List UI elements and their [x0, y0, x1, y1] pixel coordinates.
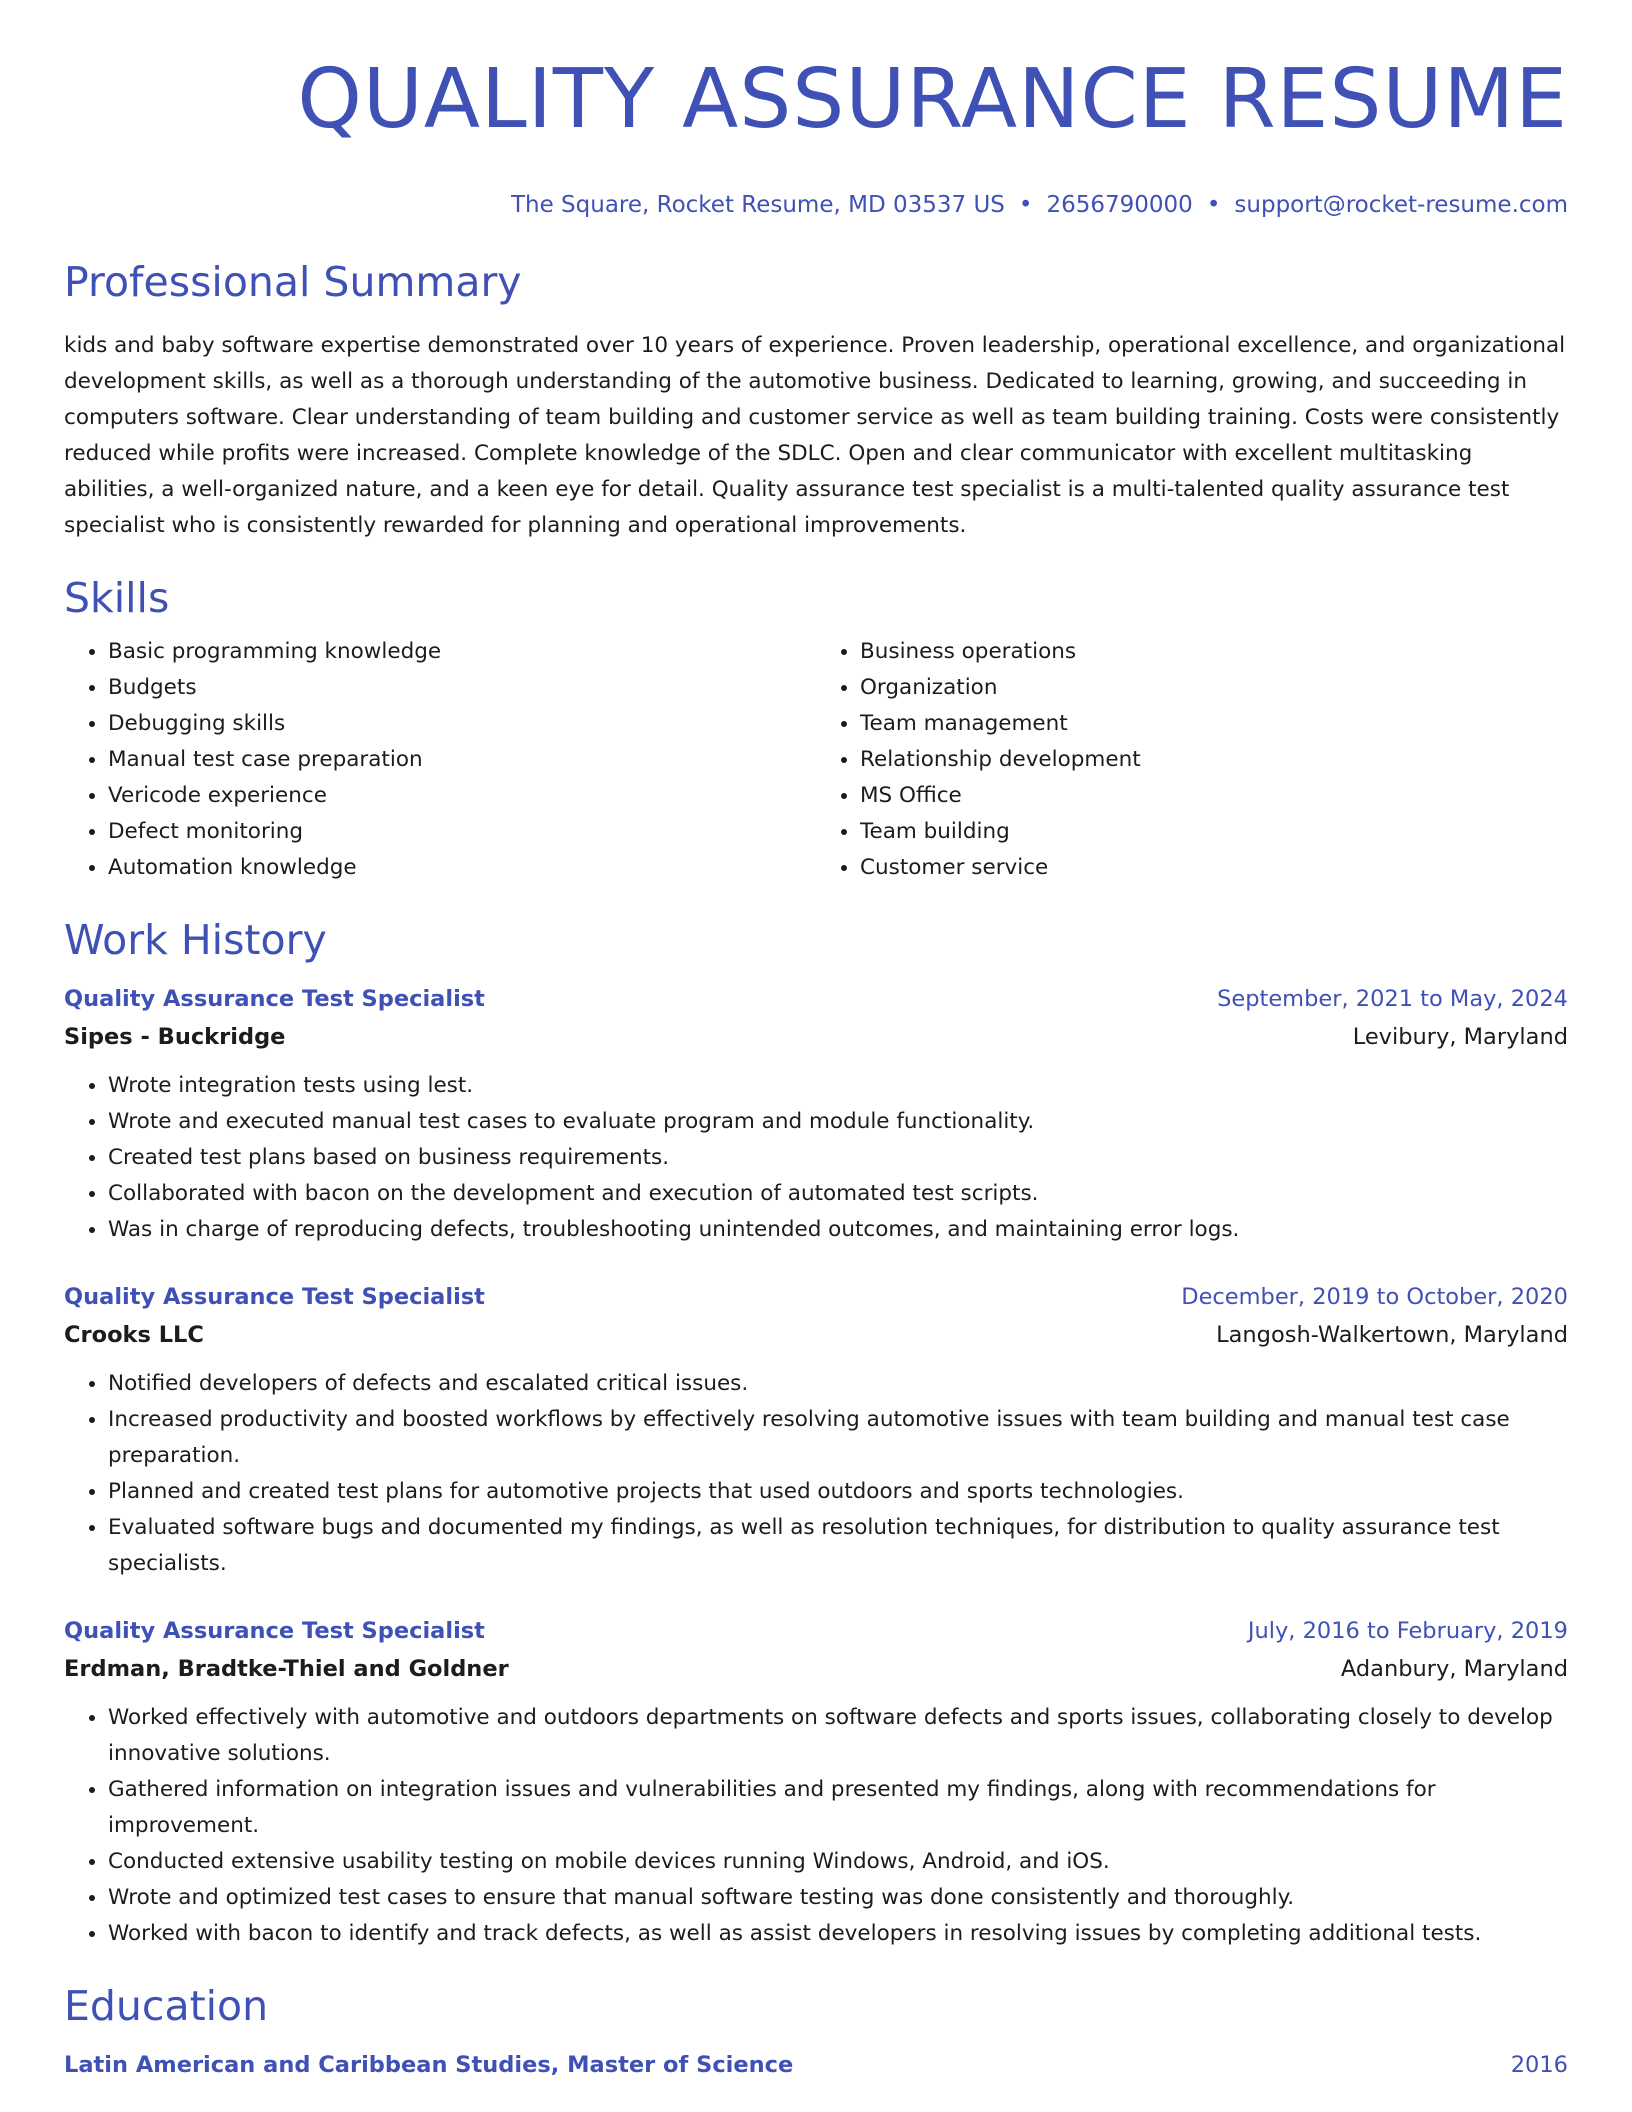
summary-heading: Professional Summary	[64, 258, 522, 306]
summary-section	[64, 258, 1568, 544]
skill-item: • Team building	[860, 814, 1568, 850]
job-bullets	[64, 1700, 1568, 1952]
job-dates: July, 2016 to February, 2019	[1247, 1618, 1568, 1644]
skills-section	[64, 574, 1568, 886]
job-bullet: • Notified developers of defects and escalated critical issues.	[108, 1366, 1568, 1402]
skill-item: • Debugging skills	[108, 706, 816, 742]
job-title: Quality Assurance Test Specialist	[64, 1284, 485, 1310]
separator-dot: •	[1018, 192, 1033, 218]
job-entry	[64, 1278, 1568, 1582]
company-name: Erdman, Bradtke-Thiel and Goldner	[64, 1656, 509, 1682]
job-location: Levibury, Maryland	[1352, 1024, 1568, 1050]
job-location: Adanbury, Maryland	[1340, 1656, 1568, 1682]
work-history-heading: Work History	[64, 916, 327, 964]
job-company-row	[64, 1650, 1568, 1688]
skill-item: • Budgets	[108, 670, 816, 706]
job-title: Quality Assurance Test Specialist	[64, 986, 485, 1012]
skill-item: • Team management	[860, 706, 1568, 742]
job-bullet: • Conducted extensive usability testing on mobile devices running Windows, Android, and iOS.	[108, 1844, 1568, 1880]
job-entry	[64, 1612, 1568, 1952]
summary-text: kids and baby software expertise demonstrated over 10 years of experience. Proven leadership, operational excellence, and organizational development skills, as well as a thorough understanding of the automotive business. Dedicated to learning, growing, and succeeding in computers software. Clear understanding of team building and customer service as well as team building training. Costs were consistently reduced while profits were increased. Complete knowledge of the SDLC. Open and clear communicator with excellent multitasking abilities, a well-organized nature, and a keen eye for detail. Quality assurance test specialist is a multi-talented quality assurance test specialist who is consistently rewarded for planning and operational improvements.	[64, 333, 1566, 538]
job-bullet: • Wrote and optimized test cases to ensure that manual software testing was done consistently and thoroughly.	[108, 1880, 1568, 1916]
job-bullet: • Gathered information on integration issues and vulnerabilities and presented my findings, along with recommendations for improvement.	[108, 1772, 1568, 1844]
skill-item: • Relationship development	[860, 742, 1568, 778]
skill-item: • Vericode experience	[108, 778, 816, 814]
skills-heading: Skills	[64, 574, 170, 622]
skill-item: • Automation knowledge	[108, 850, 816, 886]
education-heading: Education	[64, 1982, 269, 2030]
job-bullet: • Was in charge of reproducing defects, troubleshooting unintended outcomes, and maintaining error logs.	[108, 1212, 1568, 1248]
resume-header	[64, 0, 1568, 220]
job-bullet: • Worked effectively with automotive and outdoors departments on software defects and sports issues, collaborating closely to develop innovative solutions.	[108, 1700, 1568, 1772]
job-title: Quality Assurance Test Specialist	[64, 1618, 485, 1644]
skill-item: • MS Office	[860, 778, 1568, 814]
education-section	[64, 1982, 1568, 2084]
skill-item: • Manual test case preparation	[108, 742, 816, 778]
company-name: Sipes - Buckridge	[64, 1024, 286, 1050]
address: The Square, Rocket Resume, MD 03537 US	[510, 192, 1005, 218]
job-bullet: • Increased productivity and boosted workflows by effectively resolving automotive issues with team building and manual test case preparation.	[108, 1402, 1568, 1474]
skills-right-list	[816, 634, 1568, 886]
job-location: Langosh-Walkertown, Maryland	[1216, 1322, 1568, 1348]
job-company-row	[64, 1018, 1568, 1056]
skill-item: • Customer service	[860, 850, 1568, 886]
work-history-section	[64, 916, 1568, 1952]
skills-columns	[64, 634, 1568, 886]
job-entry	[64, 980, 1568, 1248]
job-title-row	[64, 1278, 1568, 1316]
separator-dot: •	[1206, 192, 1221, 218]
contact-line	[64, 190, 1568, 220]
job-dates: September, 2021 to May, 2024	[1217, 986, 1568, 1012]
job-title-row	[64, 1612, 1568, 1650]
skill-item: • Defect monitoring	[108, 814, 816, 850]
degree: Latin American and Caribbean Studies, Master of Science	[64, 2052, 794, 2078]
job-bullet: • Wrote integration tests using lest.	[108, 1068, 1568, 1104]
education-row	[64, 2046, 1568, 2084]
job-bullet: • Worked with bacon to identify and track defects, as well as assist developers in resolving issues by completing additional tests.	[108, 1916, 1568, 1952]
company-name: Crooks LLC	[64, 1322, 204, 1348]
job-title-row	[64, 980, 1568, 1018]
job-bullets	[64, 1068, 1568, 1248]
skills-left-list	[64, 634, 816, 886]
skill-item: • Basic programming knowledge	[108, 634, 816, 670]
job-dates: December, 2019 to October, 2020	[1181, 1284, 1568, 1310]
job-company-row	[64, 1316, 1568, 1354]
job-bullet: • Wrote and executed manual test cases to evaluate program and module functionality.	[108, 1104, 1568, 1140]
resume-title: QUALITY ASSURANCE RESUME	[297, 52, 1568, 147]
job-bullet: • Collaborated with bacon on the development and execution of automated test scripts.	[108, 1176, 1568, 1212]
job-bullet: • Created test plans based on business requirements.	[108, 1140, 1568, 1176]
skill-item: • Business operations	[860, 634, 1568, 670]
graduation-year: 2016	[1510, 2052, 1568, 2078]
email-link[interactable]: support@rocket-resume.com	[1234, 192, 1568, 218]
job-bullet: • Planned and created test plans for automotive projects that used outdoors and sports technologies.	[108, 1474, 1568, 1510]
phone: 2656790000	[1046, 192, 1193, 218]
job-bullet: • Evaluated software bugs and documented my findings, as well as resolution techniques, for distribution to quality assurance test specialists.	[108, 1510, 1568, 1582]
job-bullets	[64, 1366, 1568, 1582]
skill-item: • Organization	[860, 670, 1568, 706]
